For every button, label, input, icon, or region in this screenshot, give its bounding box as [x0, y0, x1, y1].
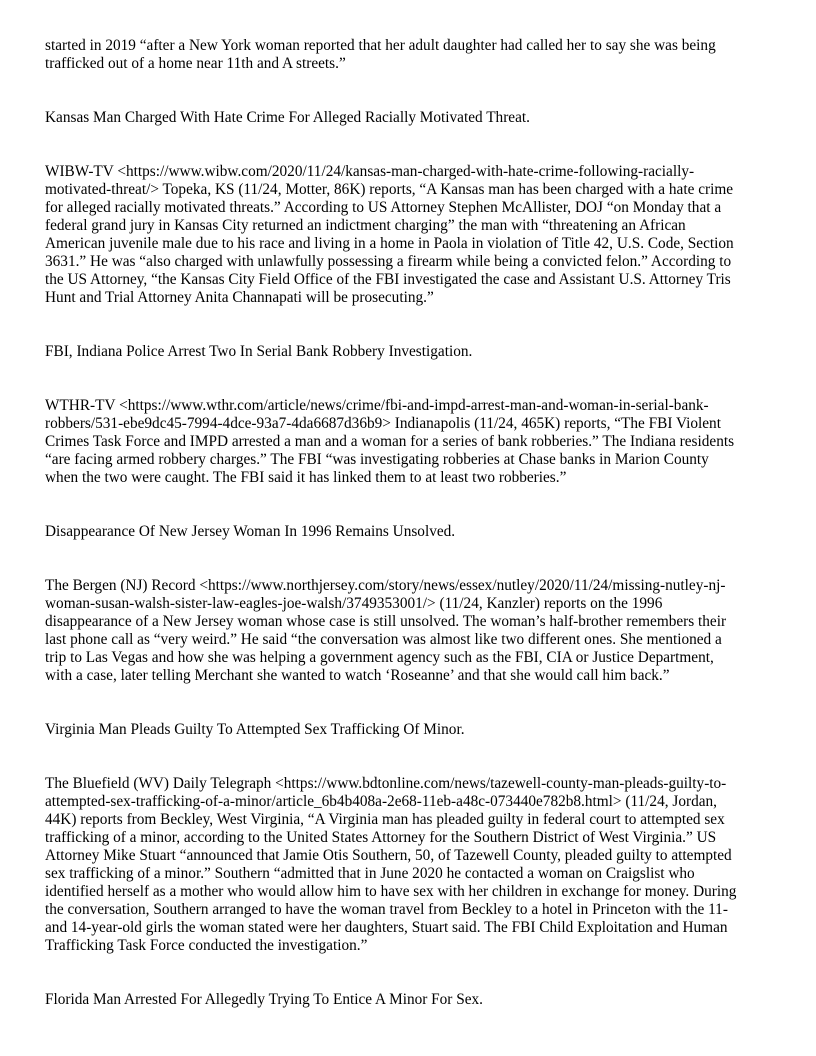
paragraph-indiana-bank-robbery: WTHR-TV <https://www.wthr.com/article/news/crime/fbi-and-impd-arrest-man-and-woman-in-serial-bank- robbers/531-ebe9dc45-7994-4dce-93a7-4da6687d36b9> Indianapolis (11/24, 465K) reports, “The FBI Violent Crimes Task Force and IMPD arrested a man and a woman for a series of bank robberies.” The Indiana residents “are facing armed robbery charges.” The FBI “was investigating robberies at Chase banks in Marion County when the two were caught. The FBI said it has linked them to at least two robberies.”	[45, 397, 735, 486]
headline-indiana-bank-robbery: FBI, Indiana Police Arrest Two In Serial Bank Robbery Investigation.	[45, 343, 473, 360]
headline-kansas-hate-crime: Kansas Man Charged With Hate Crime For Alleged Racially Motivated Threat.	[45, 109, 530, 126]
headline-virginia-guilty-plea: Virginia Man Pleads Guilty To Attempted Sex Trafficking Of Minor.	[45, 721, 465, 738]
paragraph-virginia-guilty-plea: The Bluefield (WV) Daily Telegraph <https://www.bdtonline.com/news/tazewell-county-man-pleads-guilty-to- attempted-sex-trafficking-of-a-minor/article_6b4b408a-2e68-11eb-a48c-073440e782b8.html> (11/24, Jordan, 44K) reports from Beckley, West Virginia, “A Virginia man has pleaded guilty in federal court to attempted sex trafficking of a minor, according to the United States Attorney for the Southern District of West Virginia.” US Attorney Mike Stuart “announced that Jamie Otis Southern, 50, of Tazewell County, pleaded guilty to attempted sex trafficking of a minor.” Southern “admitted that in June 2020 he contacted a woman on Craigslist who identified herself as a mother who would allow him to have sex with her children in exchange for money. During the conversation, Southern arranged to have the woman travel from Beckley to a hotel in Princeton with the 11- and 14-year-old girls the woman stated were her daughters, Stuart said. The FBI Child Exploitation and Human Trafficking Task Force conducted the investigation.”	[45, 775, 737, 954]
paragraph-kansas-hate-crime: WIBW-TV <https://www.wibw.com/2020/11/24/kansas-man-charged-with-hate-crime-following-racially- motivated-threat/> Topeka, KS (11/24, Motter, 86K) reports, “A Kansas man has been charged with a hate crime for alleged racially motivated threats.” According to US Attorney Stephen McAllister, DOJ “on Monday that a federal grand jury in Kansas City returned an indictment charging” the man with “threatening an African American juvenile male due to his race and living in a home in Paola in violation of Title 42, U.S. Code, Section 3631.” He was “also charged with unlawfully possessing a firearm while being a convicted felon.” According to the US Attorney, “the Kansas City Field Office of the FBI investigated the case and Assistant U.S. Attorney Tris Hunt and Trial Attorney Anita Channapati will be prosecuting.”	[45, 163, 734, 306]
paragraph-trafficking-continued: started in 2019 “after a New York woman reported that her adult daughter had called her to say she was being trafficked out of a home near 11th and A streets.”	[45, 37, 716, 72]
headline-new-jersey-disappearance: Disappearance Of New Jersey Woman In 1996 Remains Unsolved.	[45, 523, 456, 540]
headline-florida-arrest: Florida Man Arrested For Allegedly Trying To Entice A Minor For Sex.	[45, 991, 483, 1008]
paragraph-new-jersey-disappearance: The Bergen (NJ) Record <https://www.northjersey.com/story/news/essex/nutley/2020/11/24/missing-nutley-nj- woman-susan-walsh-sister-law-eagles-joe-walsh/3749353001/> (11/24, Kanzler) reports on the 1996 disappearance of a New Jersey woman whose case is still unsolved. The woman’s half-brother remembers their last phone call as “very weird.” He said “the conversation was almost like two different ones. She mentioned a trip to Las Vegas and how she was helping a government agency such as the FBI, CIA or Justice Department, with a case, later telling Merchant she wanted to watch ‘Roseanne’ and that she would call him back.”	[45, 577, 727, 684]
